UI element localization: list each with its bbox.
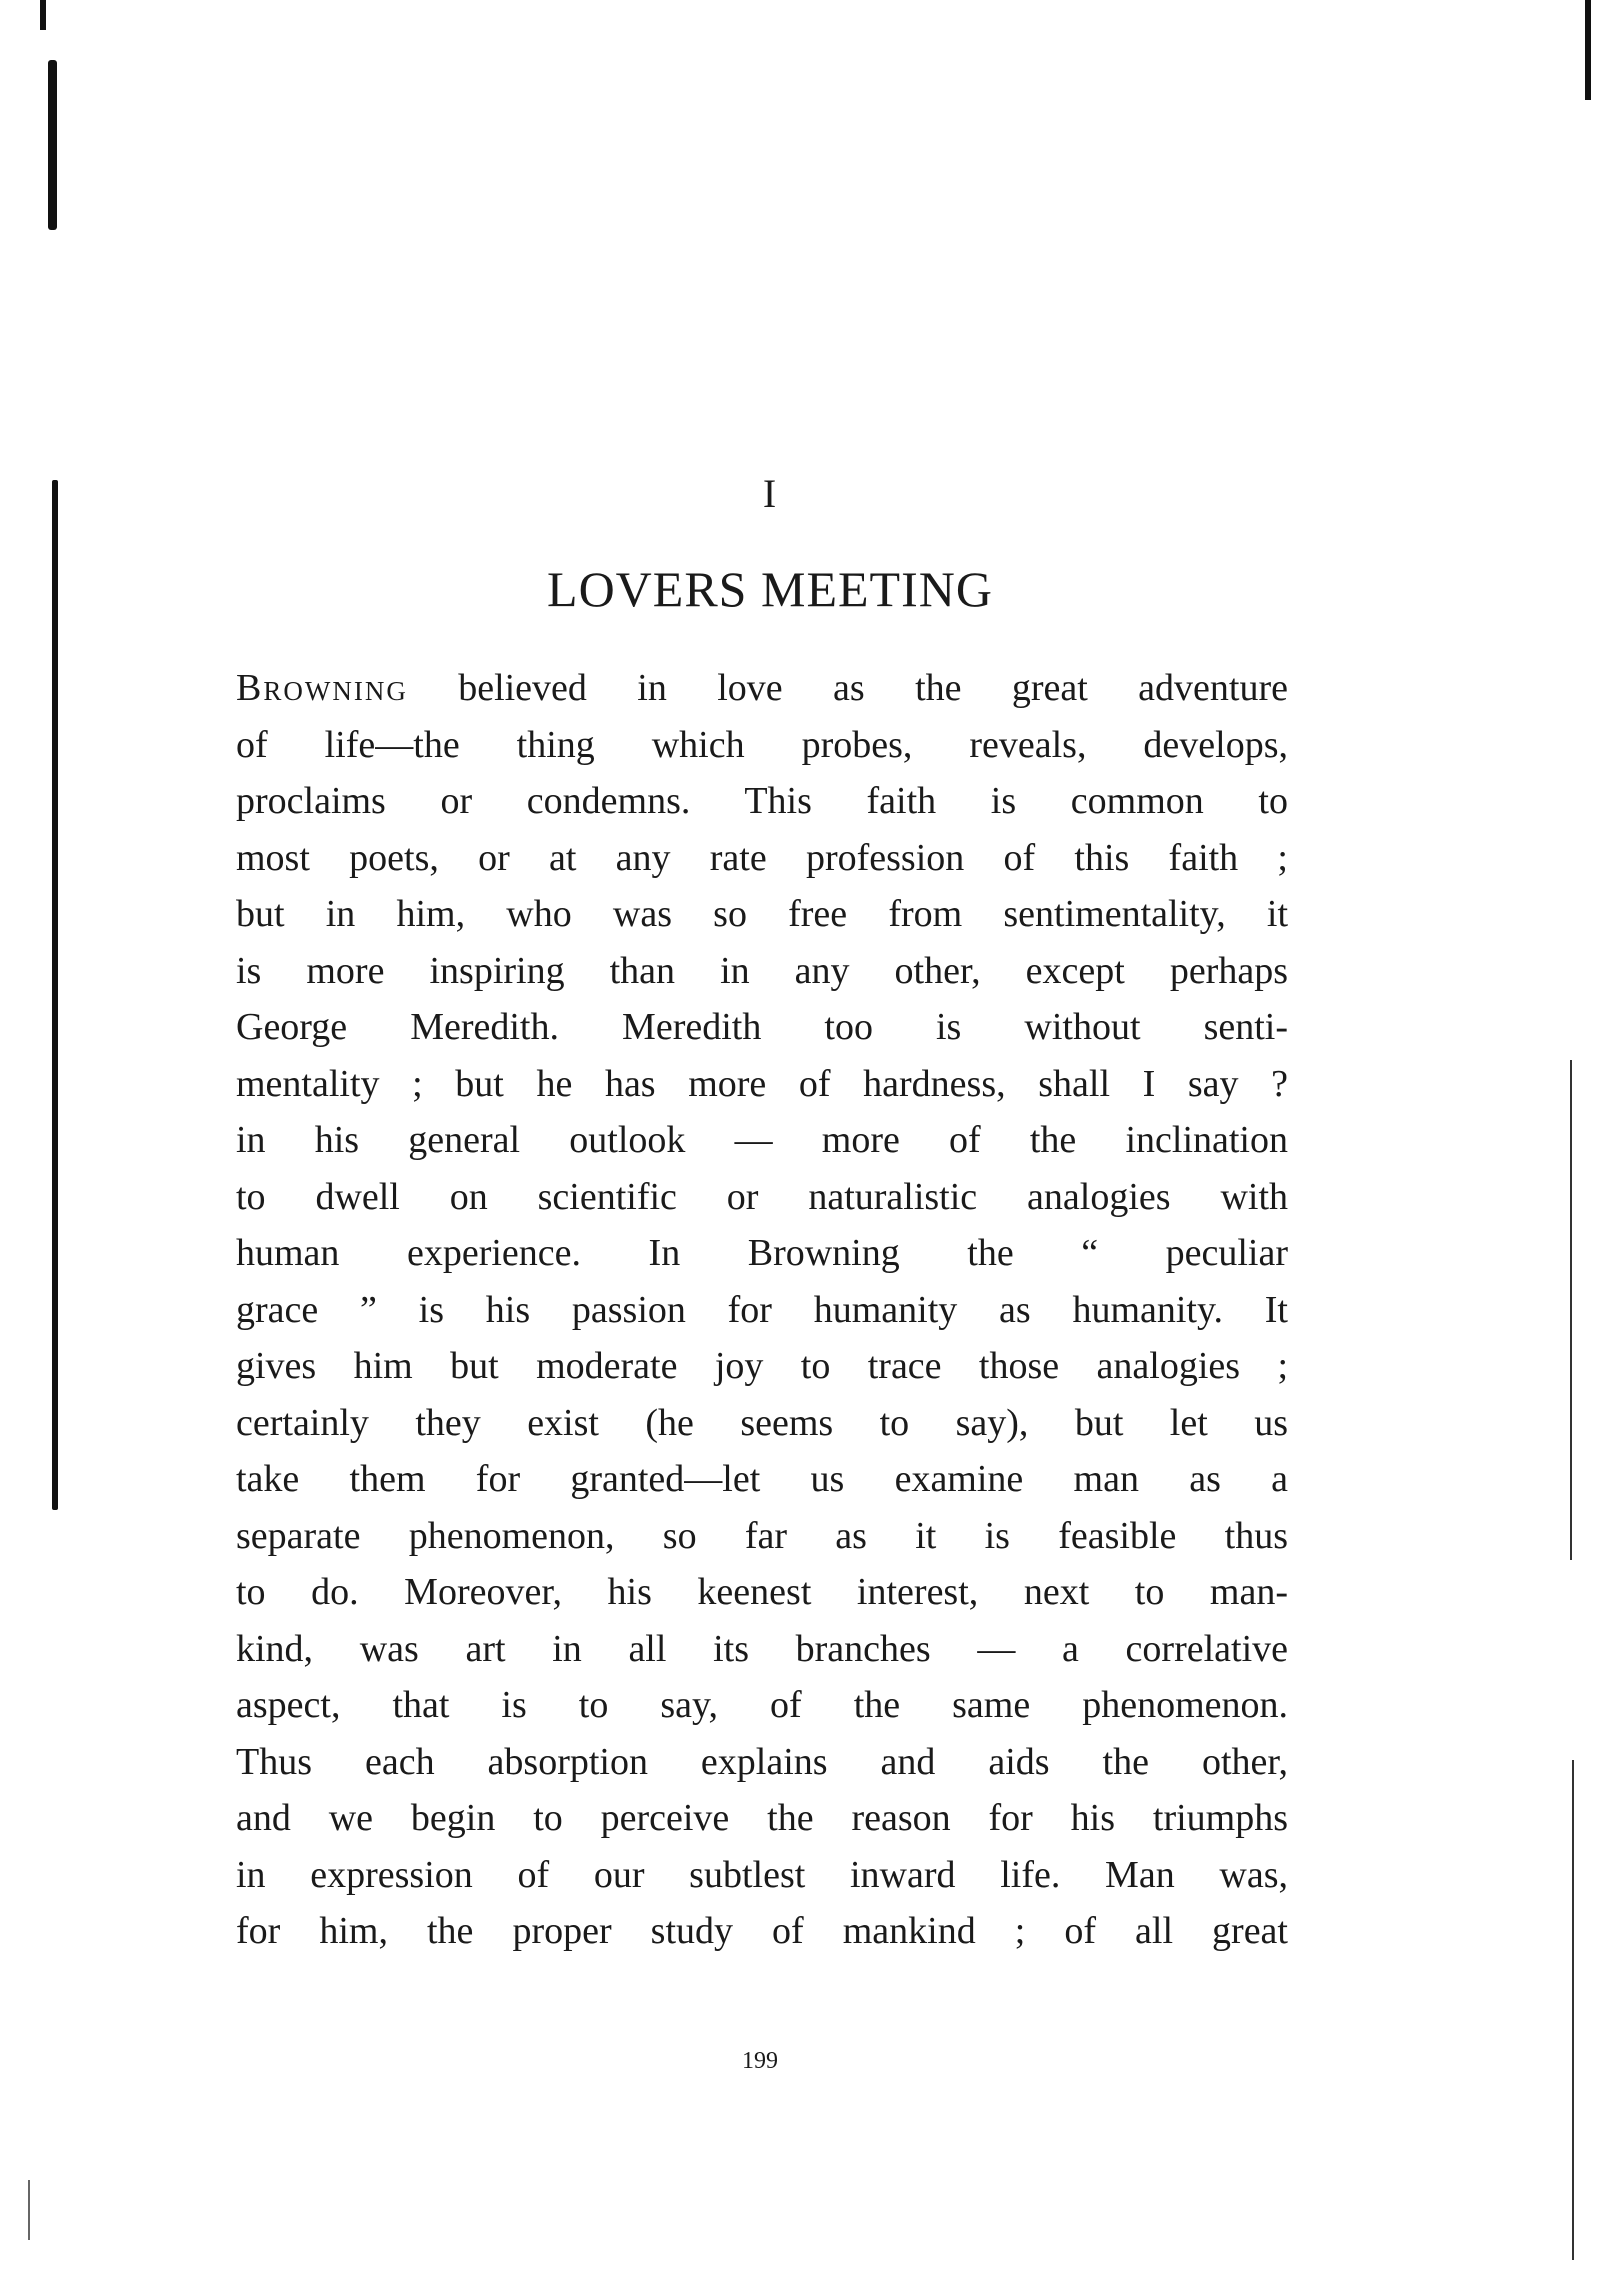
text-line: grace ” is his passion for humanity as humanity. It <box>236 1288 1288 1331</box>
text-line: Thus each absorption explains and aids the other, <box>236 1740 1288 1783</box>
text-line: to dwell on scientific or naturalistic analogies with <box>236 1175 1288 1218</box>
drop-word: Browning <box>236 667 408 709</box>
text-line: and we begin to perceive the reason for his triumphs <box>236 1797 1288 1839</box>
text-line: separate phenomenon, so far as it is feasible thus <box>236 1514 1288 1557</box>
text-line: in his general outlook — more of the inclination <box>236 1119 1288 1161</box>
chapter-number: I <box>762 471 778 516</box>
text-line: take them for granted—let us examine man as a <box>236 1458 1288 1500</box>
body-text <box>236 660 1288 1960</box>
text-line: for him, the proper study of mankind ; of all great <box>236 1910 1288 1952</box>
text-line: aspect, that is to say, of the same phenomenon. <box>236 1684 1288 1726</box>
scan-edge-mark <box>48 60 57 230</box>
text-line: of life—the thing which probes, reveals, develops, <box>236 723 1288 766</box>
scan-edge-mark <box>28 2180 30 2240</box>
text-line: proclaims or condemns. This faith is common to <box>236 780 1288 822</box>
text-line: George Meredith. Meredith too is without senti- <box>236 1006 1288 1048</box>
text-line: gives him but moderate joy to trace those analogies ; <box>236 1345 1288 1387</box>
text-line: Browning believed in love as the great adventure <box>236 667 1288 709</box>
chapter-title: LOVERS MEETING <box>547 561 993 617</box>
scan-edge-mark <box>1572 1760 1574 2260</box>
text-line: mentality ; but he has more of hardness, shall I say ? <box>236 1062 1288 1105</box>
page-number: 199 <box>742 2048 778 2074</box>
text-line: is more inspiring than in any other, except perhaps <box>236 949 1288 992</box>
scan-edge-mark <box>1585 0 1591 100</box>
scan-edge-mark <box>40 0 46 30</box>
text-line: to do. Moreover, his keenest interest, next to man- <box>236 1571 1288 1613</box>
text-line: certainly they exist (he seems to say), but let us <box>236 1401 1288 1444</box>
text-line: but in him, who was so free from sentimentality, it <box>236 893 1288 935</box>
scan-edge-mark <box>1570 1060 1572 1560</box>
text-line: most poets, or at any rate profession of this faith ; <box>236 836 1288 879</box>
text-line: human experience. In Browning the “ peculiar <box>236 1232 1288 1274</box>
scan-edge-mark <box>52 480 58 1510</box>
text-line: kind, was art in all its branches — a correlative <box>236 1627 1288 1670</box>
text-line: in expression of our subtlest inward life. Man was, <box>236 1853 1288 1896</box>
